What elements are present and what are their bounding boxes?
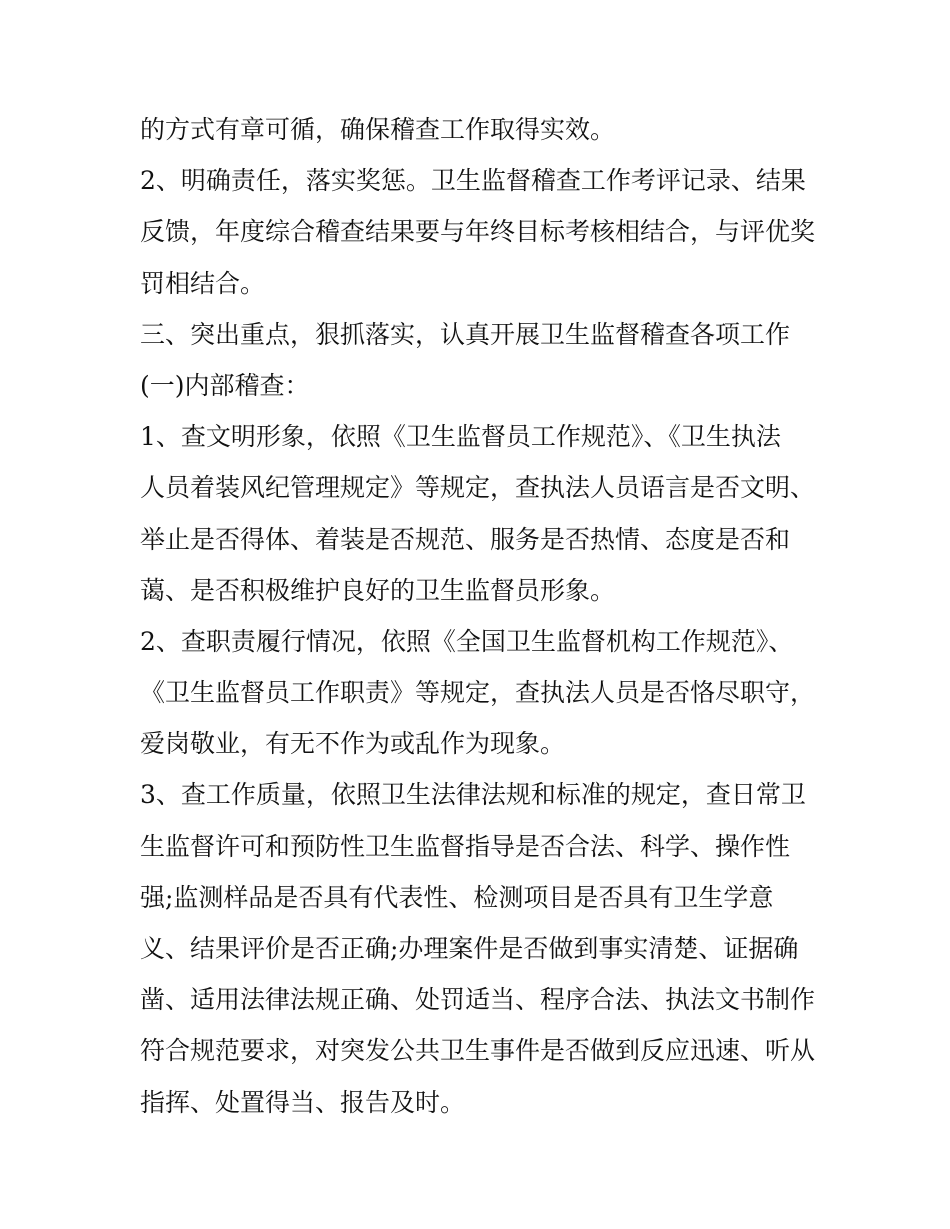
text-line: 举止是否得体、着装是否规范、服务是否热情、态度是否和 — [140, 524, 791, 554]
subsection-heading: (一)内部稽查： — [140, 370, 310, 400]
text-line: 爱岗敬业，有无不作为或乱作为现象。 — [140, 729, 566, 759]
text-line: 蔼、是否积极维护良好的卫生监督员形象。 — [140, 575, 616, 605]
section-heading: 三、突出重点，狠抓落实，认真开展卫生监督稽查各项工作 — [140, 319, 791, 349]
text-line: 2、查职责履行情况，依照《全国卫生监督机构工作规范》、 — [140, 626, 794, 656]
text-line: 义、结果评价是否正确;办理案件是否做到事实清楚、证据确 — [140, 934, 799, 963]
text-line: 强;监测样品是否具有代表性、检测项目是否具有卫生学意 — [140, 882, 774, 912]
text-line: 反馈，年度综合稽查结果要与年终目标考核相结合，与评优奖 — [140, 217, 816, 247]
text-line: 3、查工作质量，依照卫生法律法规和标准的规定，查日常卫 — [140, 780, 806, 810]
text-line: 凿、适用法律法规正确、处罚适当、程序合法、执法文书制作 — [140, 985, 816, 1015]
text-line: 2、明确责任，落实奖惩。卫生监督稽查工作考评记录、结果 — [140, 166, 806, 196]
text-line: 罚相结合。 — [140, 268, 266, 298]
text-line: 指挥、处置得当、报告及时。 — [140, 1087, 466, 1117]
text-line: 符合规范要求，对突发公共卫生事件是否做到反应迅速、听从 — [140, 1036, 816, 1066]
text-line: 1、查文明形象，依照《卫生监督员工作规范》、《卫生执法 — [140, 422, 781, 452]
text-line: 人员着装风纪管理规定》等规定，查执法人员语言是否文明、 — [140, 473, 816, 503]
text-line: 的方式有章可循，确保稽查工作取得实效。 — [140, 115, 616, 144]
text-line: 《卫生监督员工作职责》等规定，查执法人员是否恪尽职守， — [140, 678, 816, 708]
text-line: 生监督许可和预防性卫生监督指导是否合法、科学、操作性 — [140, 831, 791, 861]
document-body — [140, 104, 830, 1128]
